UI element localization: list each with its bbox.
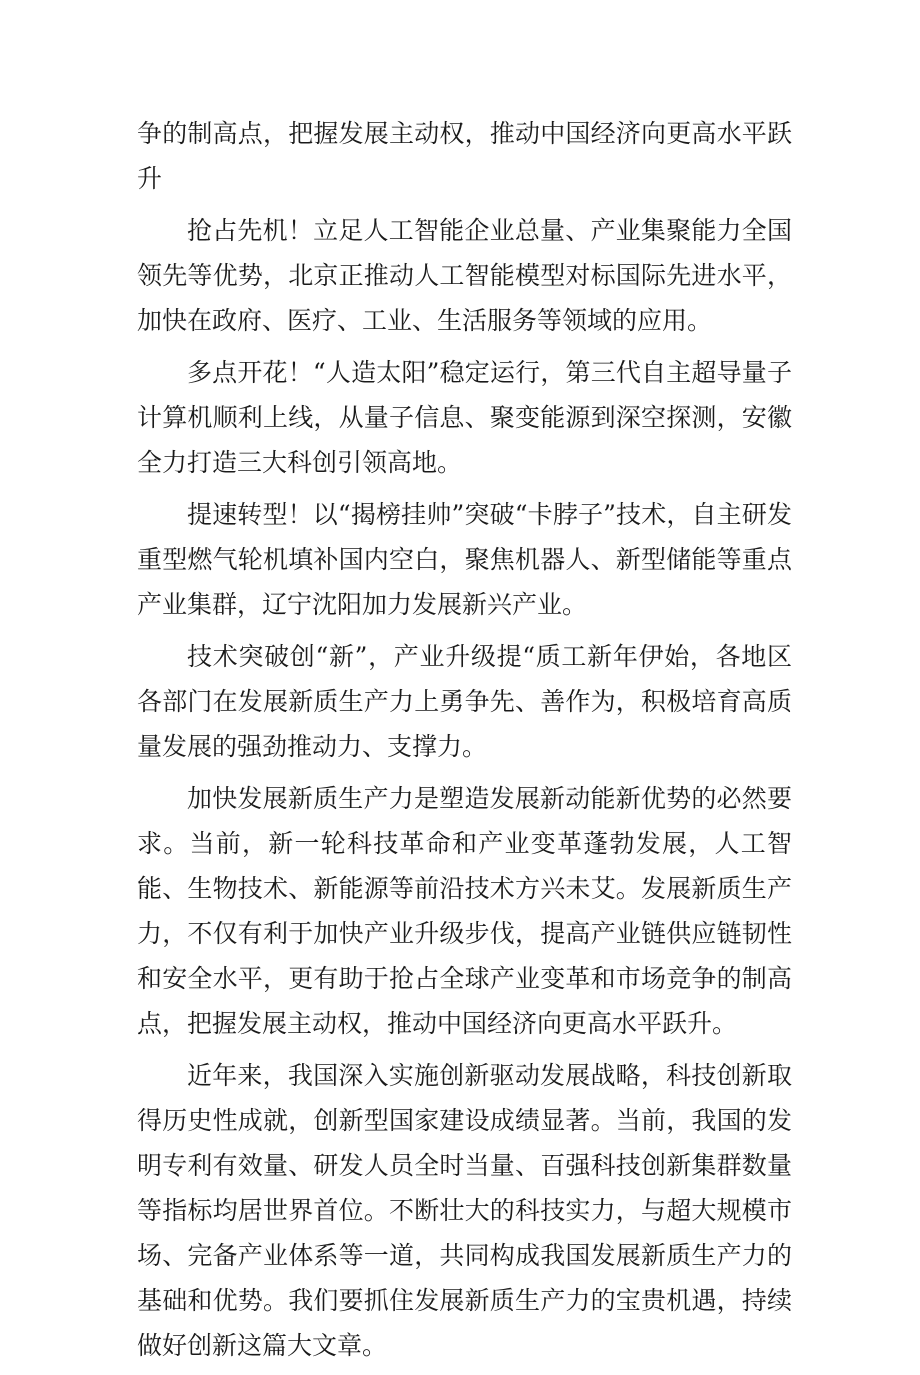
paragraph-continuation: 争的制高点，把握发展主动权，推动中国经济向更高水平跃升: [137, 119, 792, 193]
paragraph-beijing: 抢占先机！立足人工智能企业总量、产业集聚能力全国领先等优势，北京正推动人工智能模型对标国际先进水平，加快在政府、医疗、工业、生活服务等领域的应用。: [137, 216, 792, 335]
paragraph-innovation: 近年来，我国深入实施创新驱动发展战略，科技创新取得历史性成就，创新型国家建设成绩显著。当前，我国的发明专利有效量、研发人员全时当量、百强科技创新集群数量等指标均居世界首位。不断壮大的科技实力，与超大规模市场、完备产业体系等一道，共同构成我国发展新质生产力的基础和优势。我们要抓住发展新质生产力的宝贵机遇，持续做好创新这篇大文章。: [137, 1061, 792, 1360]
paragraph-new-year: 技术突破创“新”，产业升级提“质工新年伊始，各地区各部门在发展新质生产力上勇争先、善作为，积极培育高质量发展的强劲推动力、支撑力。: [137, 642, 792, 761]
paragraph-liaoning: 提速转型！以“揭榜挂帅”突破“卡脖子”技术，自主研发重型燃气轮机填补国内空白，聚焦机器人、新型储能等重点产业集群，辽宁沈阳加力发展新兴产业。: [137, 500, 792, 619]
paragraph-anhui: 多点开花！“人造太阳”稳定运行，第三代自主超导量子计算机顺利上线，从量子信息、聚变能源到深空探测，安徽全力打造三大科创引领高地。: [137, 358, 792, 477]
document-body: [137, 111, 792, 1375]
paragraph-requirement: 加快发展新质生产力是塑造发展新动能新优势的必然要求。当前，新一轮科技革命和产业变革蓬勃发展，人工智能、生物技术、新能源等前沿技术方兴未艾。发展新质生产力，不仅有利于加快产业升级步伐，提高产业链供应链韧性和安全水平，更有助于抢占全球产业变革和市场竞争的制高点，把握发展主动权，推动中国经济向更高水平跃升。: [137, 784, 792, 1038]
